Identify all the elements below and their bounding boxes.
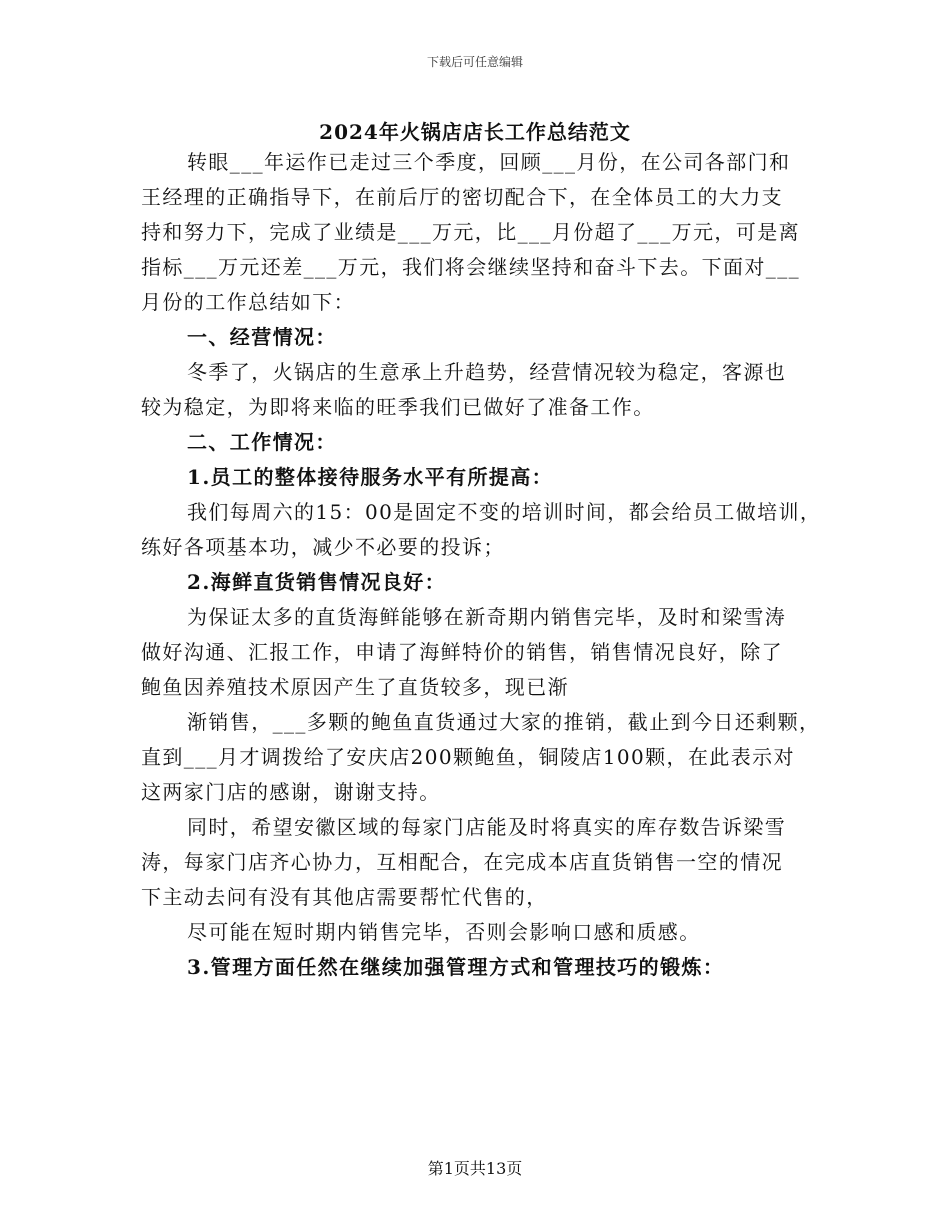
- paragraph-line: 较为稳定，为即将来临的旺季我们已做好了准备工作。: [141, 395, 655, 419]
- page-header: 下载后可任意编辑: [426, 55, 523, 69]
- section-heading: 2.海鲜直货销售情况良好：: [187, 570, 447, 594]
- paragraph-line: 下主动去问有没有其他店需要帮忙代售的，: [141, 885, 548, 909]
- section-heading: 一、经营情况：: [187, 325, 337, 349]
- paragraph-line: 直到___月才调拨给了安庆店200颗鲍鱼，铜陵店100颗，在此表示对: [141, 745, 795, 769]
- section-heading: 1.员工的整体接待服务水平有所提高：: [187, 465, 554, 489]
- section-heading: 3.管理方面任然在继续加强管理方式和管理技巧的锻炼：: [187, 955, 725, 979]
- paragraph-line: 冬季了，火锅店的生意承上升趋势，经营情况较为稳定，客源也: [187, 360, 787, 384]
- paragraph-line: 转眼___年运作已走过三个季度，回顾___月份，在公司各部门和: [187, 150, 791, 174]
- document-body: [141, 145, 821, 985]
- section-heading: 二、工作情况：: [187, 430, 337, 454]
- paragraph-line: 为保证太多的直货海鲜能够在新奇期内销售完毕，及时和梁雪涛: [187, 605, 787, 629]
- paragraph-line: 鲍鱼因养殖技术原因产生了直货较多，现已渐: [141, 675, 569, 699]
- paragraph-line: 这两家门店的感谢，谢谢支持。: [141, 780, 441, 804]
- paragraph-line: 指标___万元还差___万元，我们将会继续坚持和奋斗下去。下面对___: [141, 255, 800, 279]
- paragraph-line: 渐销售，___多颗的鲍鱼直货通过大家的推销，截止到今日还剩颗，: [187, 710, 821, 734]
- paragraph-line: 练好各项基本功，减少不必要的投诉；: [141, 535, 505, 559]
- paragraph-line: 同时，希望安徽区域的每家门店能及时将真实的库存数告诉梁雪: [187, 815, 787, 839]
- page-footer: 第1页共13页: [427, 1159, 523, 1178]
- paragraph-line: 月份的工作总结如下：: [141, 290, 355, 314]
- paragraph-line: 尽可能在短时期内销售完毕，否则会影响口感和质感。: [187, 920, 701, 944]
- paragraph-line: 我们每周六的15：00是固定不变的培训时间，都会给员工做培训，: [187, 500, 821, 524]
- paragraph-line: 涛，每家门店齐心协力，互相配合，在完成本店直货销售一空的情况: [141, 850, 783, 874]
- document-title: 2024年火锅店店长工作总结范文: [319, 120, 631, 144]
- paragraph-line: 做好沟通、汇报工作，申请了海鲜特价的销售，销售情况良好，除了: [141, 640, 783, 664]
- paragraph-line: 持和努力下，完成了业绩是___万元，比___月份超了___万元，可是离: [141, 220, 800, 244]
- paragraph-line: 王经理的正确指导下，在前后厅的密切配合下，在全体员工的大力支: [141, 185, 783, 209]
